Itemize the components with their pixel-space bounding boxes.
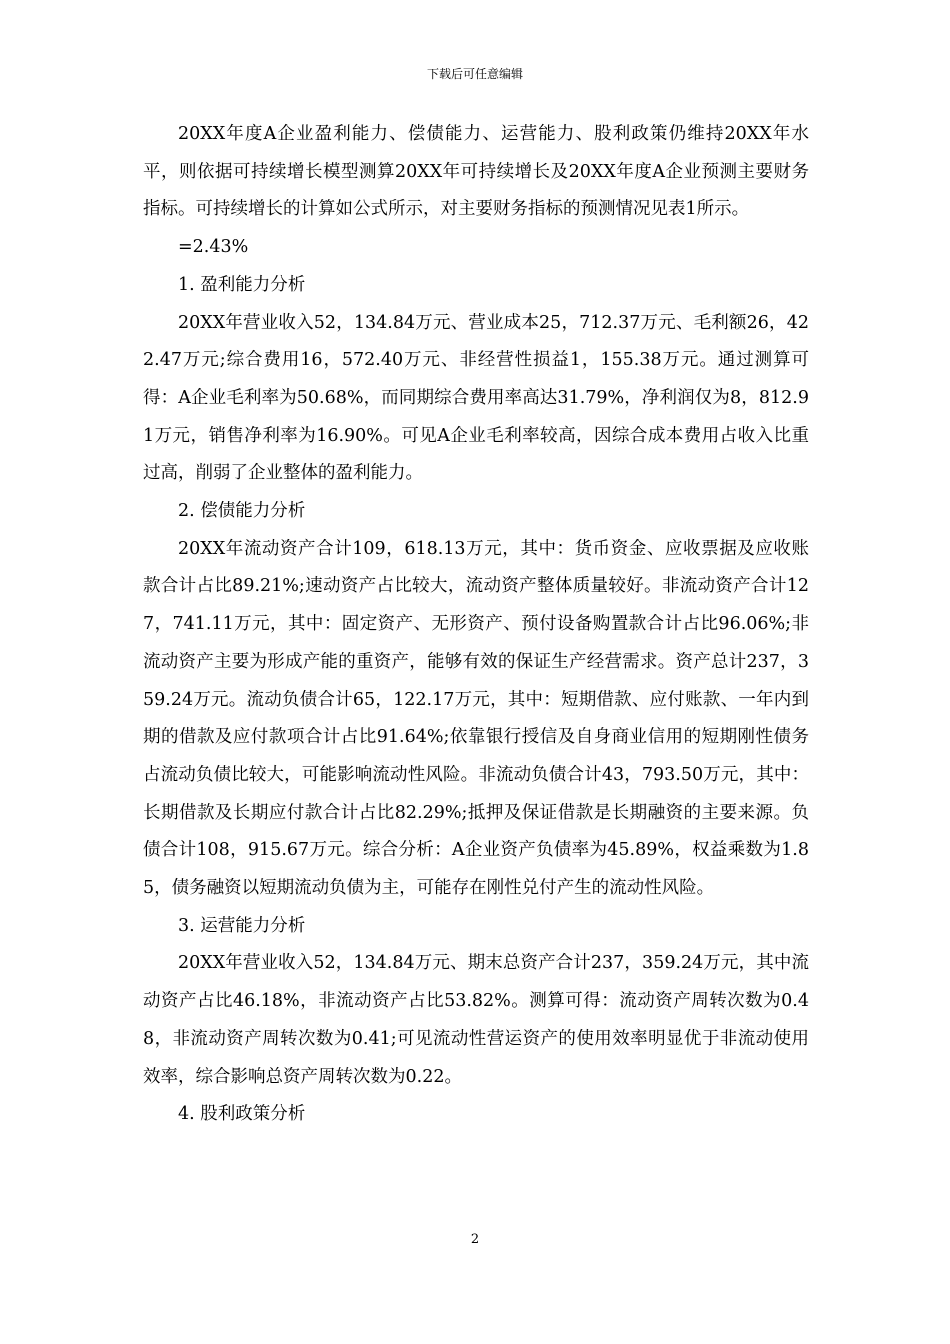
document-body: [143, 116, 809, 1134]
solvency-paragraph: 20XX年流动资产合计109，618.13万元，其中：货币资金、应收票据及应收账款合计占比89.21%;速动资产占比较大，流动资产整体质量较好。非流动资产合计127，741.11万元，其中：固定资产、无形资产、预付设备购置款合计占比96.06%;非流动资产主要为形成产能的重资产，能够有效的保证生产经营需求。资产总计237，359.24万元。流动负债合计65，122.17万元，其中：短期借款、应付账款、一年内到期的借款及应付款项合计占比91.64%;依靠银行授信及自身商业信用的短期刚性债务占流动负债比较大，可能影响流动性风险。非流动负债合计43，793.50万元，其中：长期借款及长期应付款合计占比82.29%;抵押及保证借款是长期融资的主要来源。负债合计108，915.67万元。综合分析：A企业资产负债率为45.89%，权益乘数为1.85，债务融资以短期流动负债为主，可能存在刚性兑付产生的流动性风险。: [143, 538, 809, 899]
section-heading-solvency: 2. 偿债能力分析: [178, 501, 306, 522]
page-number: 2: [470, 1232, 480, 1247]
section-heading-dividend: 4. 股利政策分析: [178, 1104, 306, 1125]
section-heading-profitability: 1. 盈利能力分析: [178, 274, 306, 295]
section-heading-operations: 3. 运营能力分析: [178, 915, 306, 936]
page-header: 下载后可任意编辑: [426, 67, 523, 81]
operations-paragraph: 20XX年营业收入52，134.84万元、期末总资产合计237，359.24万元，其中流动资产占比46.18%，非流动资产占比53.82%。测算可得：流动资产周转次数为0.48，非流动资产周转次数为0.41;可见流动性营运资产的使用效率明显优于非流动使用效率，综合影响总资产周转次数为0.22。: [143, 953, 809, 1087]
formula-result: =2.43%: [178, 237, 249, 258]
profitability-paragraph: 20XX年营业收入52，134.84万元、营业成本25，712.37万元、毛利额26，422.47万元;综合费用16，572.40万元、非经营性损益1，155.38万元。通过测算可得：A企业毛利率为50.68%，而同期综合费用率高达31.79%，净利润仅为8，812.91万元，销售净利率为16.90%。可见A企业毛利率较高，因综合成本费用占收入比重过高，削弱了企业整体的盈利能力。: [143, 312, 809, 484]
intro-paragraph: 20XX年度A企业盈利能力、偿债能力、运营能力、股利政策仍维持20XX年水平，则依据可持续增长模型测算20XX年可持续增长及20XX年度A企业预测主要财务指标。可持续增长的计算如公式所示，对主要财务指标的预测情况见表1所示。: [143, 124, 809, 220]
